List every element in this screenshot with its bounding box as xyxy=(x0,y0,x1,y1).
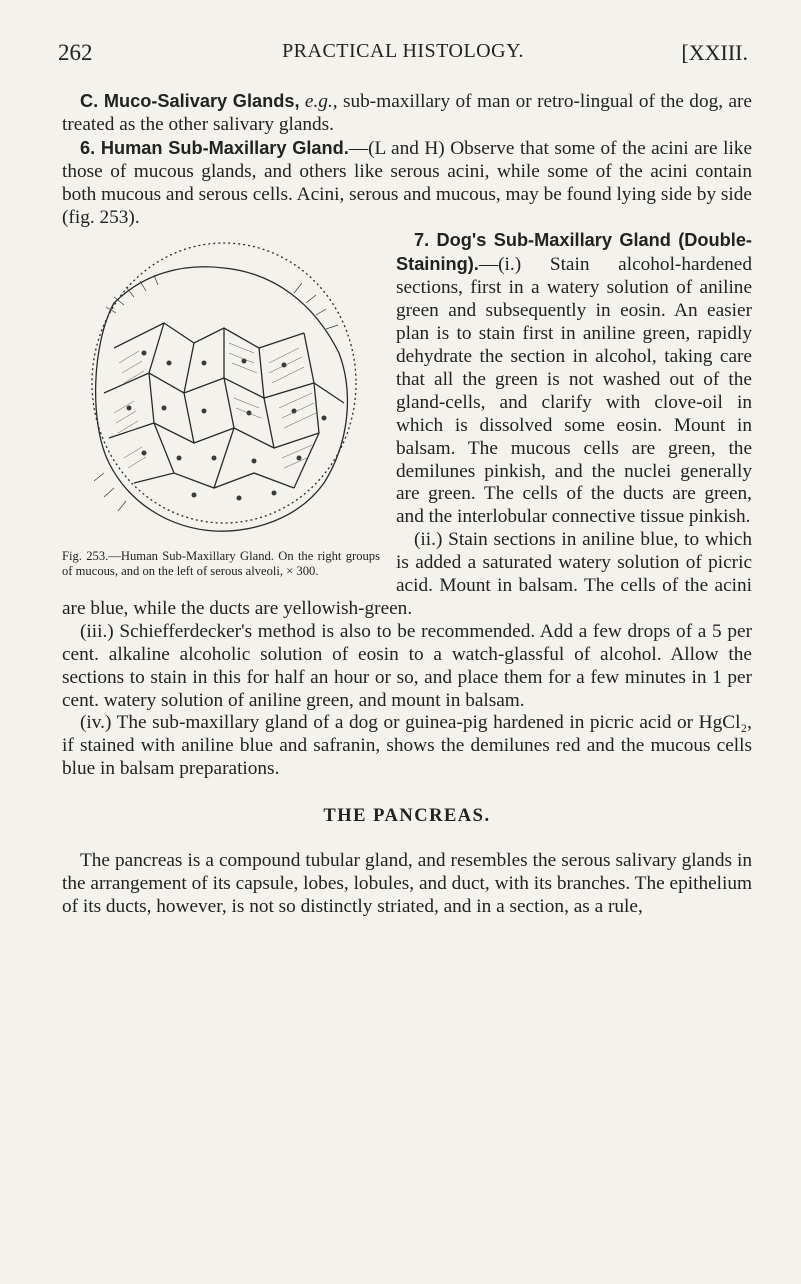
paragraph-label: 6. Human Sub-Maxillary Gland. xyxy=(80,137,349,158)
running-title: PRACTICAL HISTOLOGY. xyxy=(282,40,524,62)
paragraph-muco-salivary xyxy=(62,90,752,137)
paragraph-text: —(i.) Stain alcohol-hardened sections, first in a watery solution of aniline green and subsequently in eosin. An easier plan is to stain first in aniline green, rapidly dehydrate the section in alcohol, taking care that all the green is not washed out of the gland-cells, and clarify with clove-oil in which is dissolved some eosin. Mount in balsam. The mucous cells are green, the demilunes pinkish, and the nuclei generally are green. The cells of the ducts are green, and the interlobular connective tissue pinkish. xyxy=(396,254,752,528)
section-heading-pancreas: THE PANCREAS. xyxy=(323,806,491,827)
paragraph-text: sub-maxillary of man or retro-lingual of the dog, are treated as the other salivary glands. xyxy=(62,91,752,135)
section-marker: [XXIII. xyxy=(681,40,748,65)
paragraph-stain-iii: (iii.) Schiefferdecker's method is also to be recommended. Add a few drops of a 5 per cent. alkaline alcoholic solution of eosin to a watch-glassful of alcohol. Allow the sections to stain in this for half an hour or so, and place them for a few minutes in 1 per cent. watery solution of aniline green, and mount in balsam. xyxy=(62,620,752,711)
paragraph-label: 7. Dog's Sub-Maxillary Gland (Double-Staining). xyxy=(396,230,752,275)
page-body xyxy=(62,90,752,919)
page-number: 262 xyxy=(58,40,93,65)
gland-illustration xyxy=(54,233,380,549)
running-header xyxy=(58,40,748,74)
paragraph-text: —(L and H) Observe that some of the acini are like those of mucous glands, and others like serous acini, while some of the acini contain both mucous and serous cells. Acini, serous and mucous, may be found lying side by side (fig. 253). xyxy=(62,137,753,228)
eg-abbrev: e.g., xyxy=(304,91,338,112)
paragraph-pancreas: The pancreas is a compound tubular gland, and resembles the serous salivary glands in the arrangement of its capsule, lobes, lobules, and duct, with its branches. The epithelium of its ducts, however, is not so distinctly striated, and in a section, as a rule, xyxy=(62,850,752,917)
paragraph-human-submaxillary xyxy=(62,137,752,230)
figure-caption: Fig. 253.—Human Sub-Maxillary Gland. On the right groups of mucous, and on the left of serous alveoli, × 300. xyxy=(62,549,380,578)
paragraph-stain-iv: (iv.) The sub-maxillary gland of a dog or guinea-pig hardened in picric acid or HgCl₂, if stained with aniline blue and safranin, shows the demilunes red and the mucous cells blue in balsam preparations. xyxy=(62,712,752,780)
figure-253 xyxy=(54,233,380,578)
paragraph-label: C. Muco-Salivary Glands, xyxy=(80,91,300,111)
paragraph-stain-ii: (ii.) Stain sections in aniline blue, to which is added a saturated watery solution of picric acid. Mount in balsam. The cells of the acini are blue, while the ducts are yellowish-green. xyxy=(62,529,752,619)
